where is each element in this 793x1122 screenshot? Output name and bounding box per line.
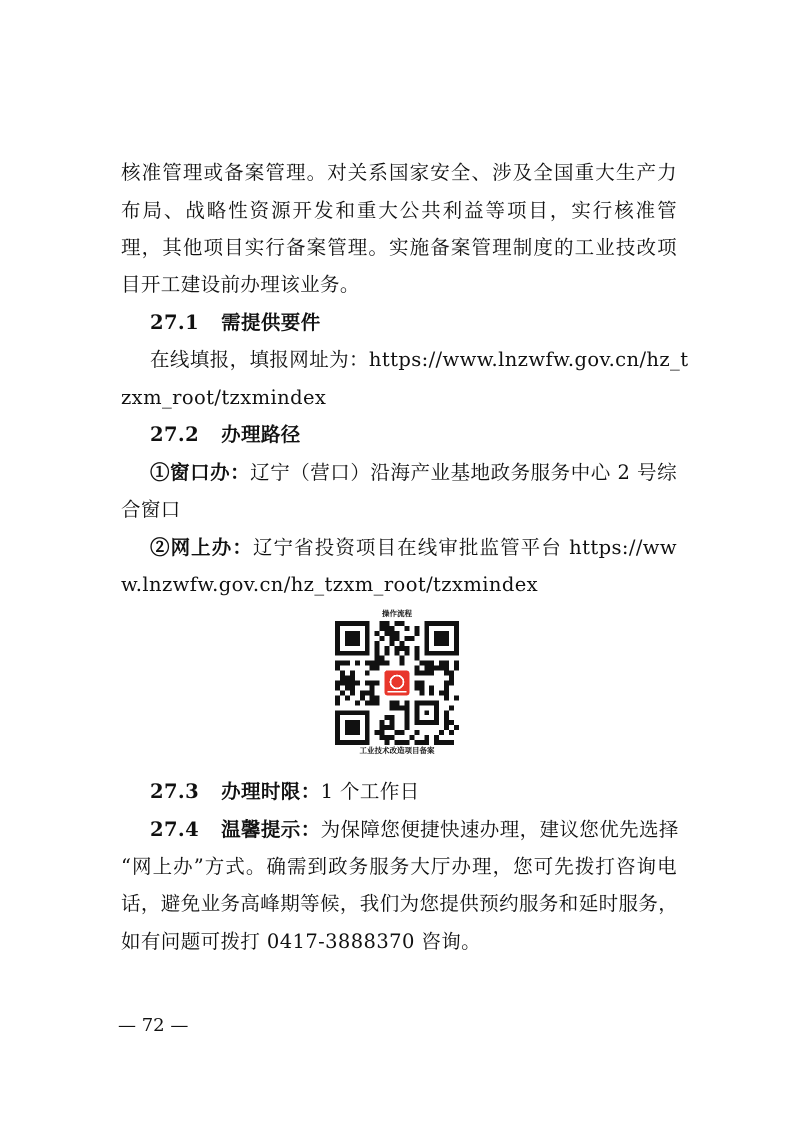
materials-url-line: zxm_root/tzxmindex <box>121 386 327 409</box>
section-number: 27.2 <box>150 423 200 446</box>
online-route-url-line: w.lnzwfw.gov.cn/hz_tzxm_root/tzxmindex <box>121 573 539 596</box>
section-heading-27-1 <box>150 308 677 338</box>
paragraph-line: 布局、战略性资源开发和重大公共利益等项目，实行核准管 <box>121 199 677 222</box>
paragraph-line: 理，其他项目实行备案管理。实施备案管理制度的工业技改项 <box>121 236 677 259</box>
section-title: 需提供要件 <box>221 311 321 334</box>
window-route-text: 辽宁（营口）沿海产业基地政务服务中心 2 号综 <box>250 461 677 484</box>
time-limit-value: 1 个工作日 <box>320 780 420 803</box>
section-heading-27-4 <box>150 815 677 845</box>
section-heading-27-3 <box>150 777 677 807</box>
tip-line: 话，避免业务高峰期等候，我们为您提供预约服务和延时服务， <box>121 892 679 915</box>
tip-text: 为保障您便捷快速办理，建议您优先选择 <box>320 818 679 841</box>
section-number: 27.4 <box>150 818 200 841</box>
section-number: 27.3 <box>150 780 200 803</box>
qr-caption-bottom: 工业技术改造项目备案 <box>359 746 435 755</box>
paragraph-line: 目开工建设前办理该业务。 <box>121 273 360 296</box>
window-route-line: 合窗口 <box>121 498 181 521</box>
tip-line: “网上办”方式。确需到政务服务大厅办理，您可先拨打咨询电 <box>121 855 677 878</box>
online-route-text: 辽宁省投资项目在线审批监管平台 https://ww <box>252 536 677 559</box>
section-heading-27-2 <box>150 420 677 450</box>
qr-code-block <box>333 609 461 757</box>
window-route-line <box>150 458 677 488</box>
section-title: 温馨提示： <box>221 818 321 841</box>
section-title: 办理路径 <box>221 423 301 446</box>
page-number: — 72 — <box>118 1015 189 1036</box>
section-title: 办理时限： <box>221 780 321 803</box>
online-route-line <box>150 533 677 563</box>
section-number: 27.1 <box>150 311 200 334</box>
window-route-label: ①窗口办： <box>150 461 251 484</box>
qr-code-icon[interactable] <box>335 621 459 745</box>
online-route-label: ②网上办： <box>150 536 253 559</box>
paragraph-line: 核准管理或备案管理。对关系国家安全、涉及全国重大生产力 <box>121 161 677 184</box>
qr-caption-top: 操作流程 <box>382 609 412 618</box>
materials-line: 在线填报，填报网址为：https://www.lnzwfw.gov.cn/hz_t <box>150 348 689 371</box>
tip-line: 如有问题可拨打 0417-3888370 咨询。 <box>121 930 482 953</box>
